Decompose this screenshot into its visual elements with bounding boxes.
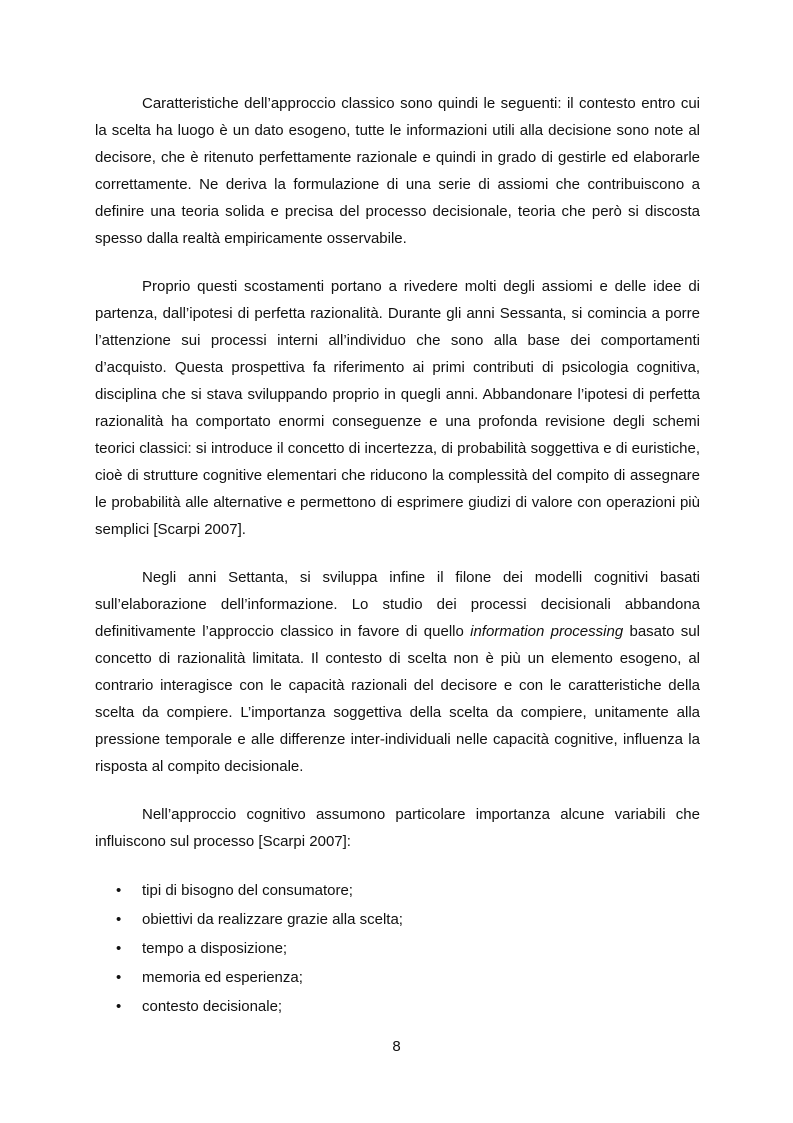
list-item-text: obiettivi da realizzare grazie alla scelta; bbox=[142, 911, 403, 928]
list-item bbox=[95, 905, 700, 934]
paragraph-cognitive-psychology: Proprio questi scostamenti portano a rivedere molti degli assiomi e delle idee di partenza, dall’ipotesi di perfetta razionalità. Durante gli anni Sessanta, si comincia a porre l’attenzione sui processi interni all’individuo che sono alla base dei comportamenti d’acquisto. Questa prospettiva fa riferimento ai primi contributi di psicologia cognitiva, disciplina che si stava sviluppando proprio in quegli anni. Abbandonare l’ipotesi di perfetta razionalità ha comportato enormi conseguenze e una profonda revisione degli schemi teorici classici: si introduce il concetto di incertezza, di probabilità soggettiva e di euristiche, cioè di strutture cognitive elementari che riducono la complessità del compito di assegnare le probabilità alle alternative e permettono di esprimere giudizi di valore con operazioni più semplici [Scarpi 2007]. bbox=[95, 278, 700, 538]
paragraph-variables-intro: Nell’approccio cognitivo assumono particolare importanza alcune variabili che influiscono sul processo [Scarpi 2007]: bbox=[95, 806, 700, 850]
paragraph-text-before: Negli anni Settanta, si sviluppa infine il filone dei modelli cognitivi basati sull’elaborazione dell’informazione. Lo studio dei processi decisionali abbandona definitivamente l’approccio classico in favore di quello bbox=[95, 569, 700, 640]
list-item-text: contesto decisionale; bbox=[142, 998, 283, 1015]
page-body bbox=[95, 90, 700, 1021]
list-item-text: tipi di bisogno del consumatore; bbox=[142, 882, 353, 899]
list-item-text: tempo a disposizione; bbox=[142, 940, 288, 957]
bullet-icon: • bbox=[116, 911, 122, 928]
variables-list bbox=[95, 876, 700, 1021]
list-item bbox=[95, 934, 700, 963]
bullet-icon: • bbox=[116, 969, 122, 986]
bullet-icon: • bbox=[116, 882, 122, 899]
list-item bbox=[95, 992, 700, 1021]
list-item bbox=[95, 876, 700, 905]
bullet-icon: • bbox=[116, 940, 122, 957]
paragraph-text-after: basato sul concetto di razionalità limitata. Il contesto di scelta non è più un elemento esogeno, al contrario interagisce con le capacità razionali del decisore e con le caratteristiche della scelta da compiere. L’importanza soggettiva della scelta da compiere, unitamente alla pressione temporale e alle differenze inter-individuali nelle capacità cognitive, influenza la risposta al compito decisionale. bbox=[95, 623, 700, 775]
paragraph-information-processing bbox=[95, 564, 700, 780]
list-item-text: memoria ed esperienza; bbox=[142, 969, 303, 986]
page-number: 8 bbox=[392, 1038, 401, 1055]
list-item bbox=[95, 963, 700, 992]
paragraph-classic-approach: Caratteristiche dell’approccio classico sono quindi le seguenti: il contesto entro cui la scelta ha luogo è un dato esogeno, tutte le informazioni utili alla decisione sono note al decisore, che è ritenuto perfettamente razionale e quindi in grado di gestirle ed elaborarle correttamente. Ne deriva la formulazione di una serie di assiomi che contribuiscono a definire una teoria solida e precisa del processo decisionale, teoria che però si discosta spesso dalla realtà empiricamente osservabile. bbox=[95, 95, 700, 247]
bullet-icon: • bbox=[116, 998, 122, 1015]
italic-term: information processing bbox=[470, 623, 624, 640]
